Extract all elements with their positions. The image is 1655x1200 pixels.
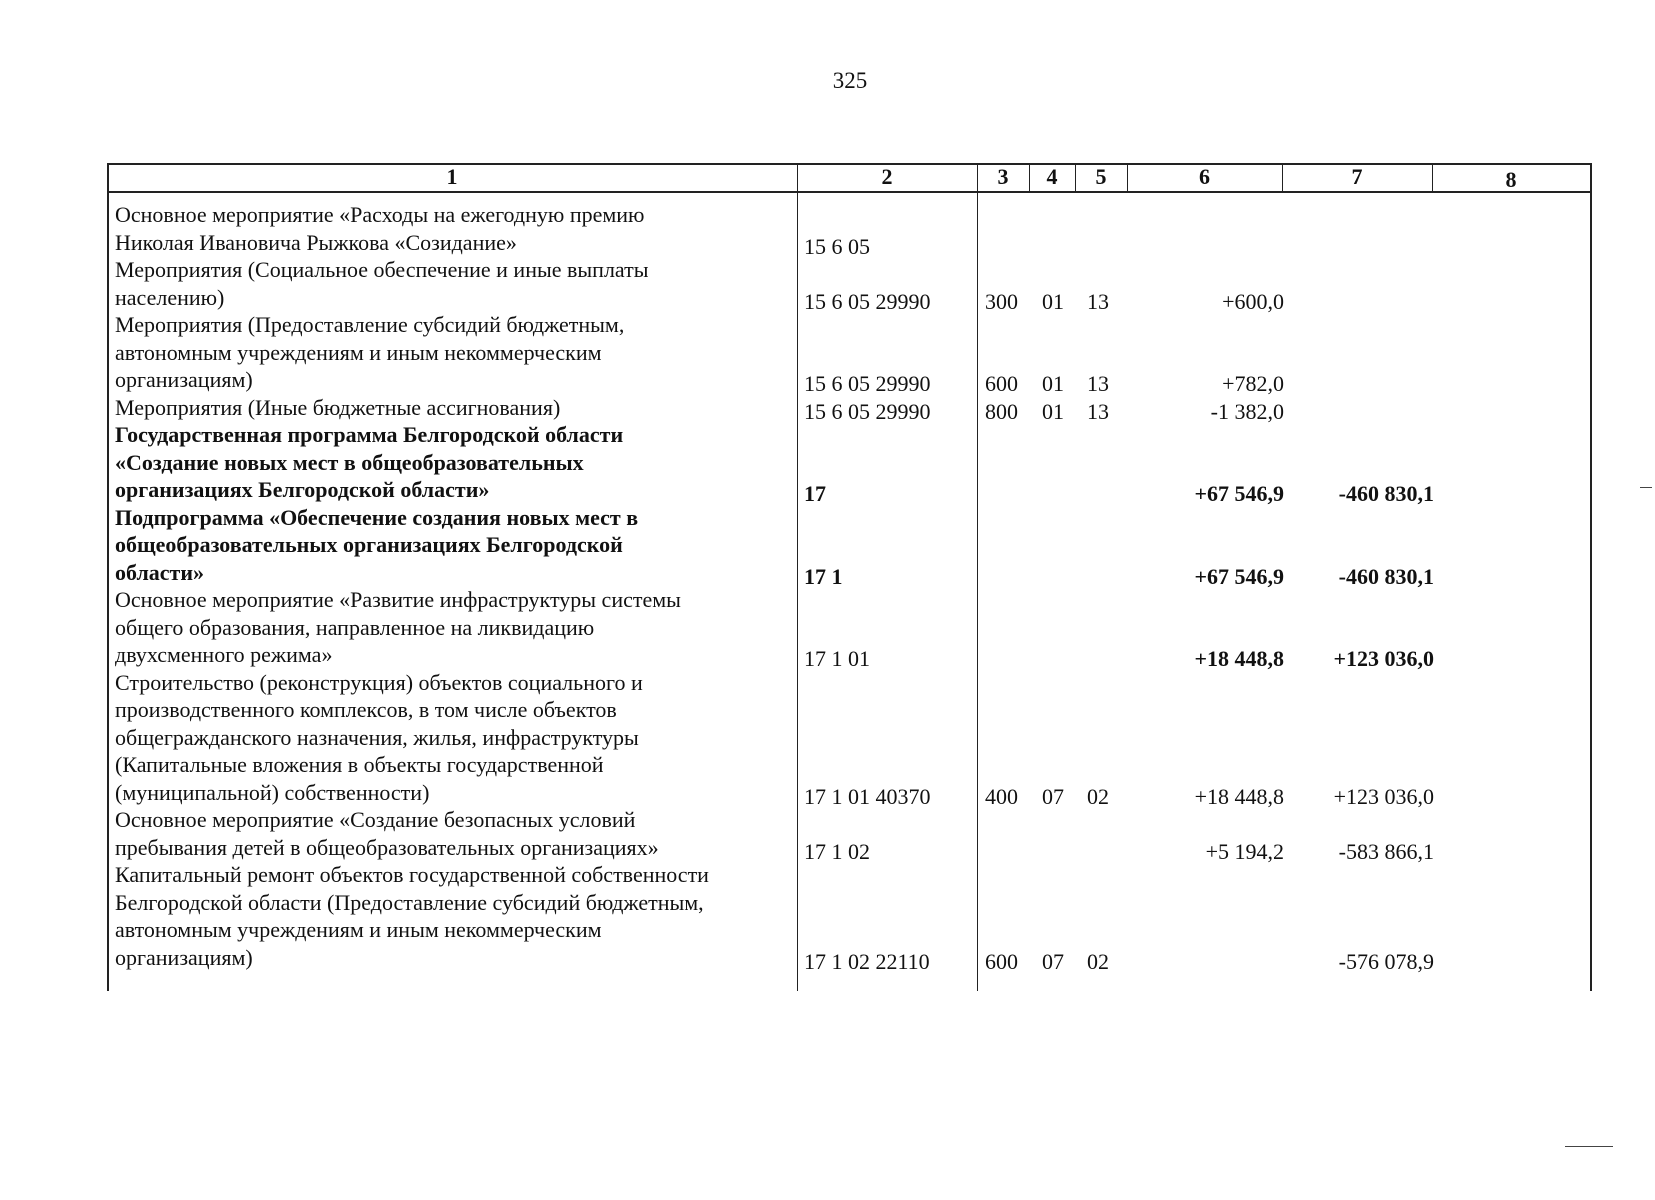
row-description bbox=[115, 806, 775, 861]
description-line: Мероприятия (Социальное обеспечение и иные выплаты bbox=[115, 257, 649, 282]
row-code: 17 1 02 bbox=[804, 838, 870, 864]
table-row bbox=[107, 311, 1592, 394]
table-row bbox=[107, 669, 1592, 807]
row-description bbox=[115, 394, 775, 422]
header-col-8: 8 bbox=[1505, 167, 1517, 192]
row-section-3: 300 bbox=[985, 288, 1018, 314]
description-line: общегражданского назначения, жилья, инфраструктуры bbox=[115, 724, 639, 750]
table-body bbox=[107, 201, 1592, 974]
table-row bbox=[107, 806, 1592, 864]
row-section-5: 13 bbox=[1087, 371, 1109, 396]
row-section-4: 01 bbox=[1042, 371, 1064, 396]
table-row bbox=[107, 256, 1592, 314]
row-amount-7: -460 830,1 bbox=[1338, 481, 1434, 506]
table-row bbox=[107, 504, 1592, 587]
margin-mark bbox=[1565, 1146, 1613, 1147]
row-amount-7: -583 866,1 bbox=[1338, 838, 1434, 864]
description-line: Белгородской области (Предоставление субсидий бюджетным, bbox=[115, 889, 704, 915]
column-divider bbox=[1282, 163, 1283, 193]
description-line: Строительство (реконструкция) объектов социального и bbox=[115, 669, 643, 695]
description-line: Капитальный ремонт объектов государственной собственности bbox=[115, 862, 709, 887]
row-description bbox=[115, 586, 775, 669]
budget-table bbox=[107, 163, 1592, 991]
row-code: 17 1 bbox=[804, 563, 843, 589]
table-row bbox=[107, 421, 1592, 504]
row-code: 15 6 05 29990 bbox=[804, 288, 931, 314]
table-header-row bbox=[107, 163, 1592, 193]
page-number: 325 bbox=[832, 68, 868, 93]
description-line: организациям) bbox=[115, 944, 253, 970]
row-code: 15 6 05 29990 bbox=[804, 371, 931, 396]
row-amount-6: +67 546,9 bbox=[1194, 563, 1284, 589]
column-divider bbox=[1127, 163, 1128, 193]
row-section-5: 13 bbox=[1087, 288, 1109, 314]
description-line: населению) bbox=[115, 284, 225, 310]
row-amount-7: +123 036,0 bbox=[1333, 783, 1434, 809]
description-line: Основное мероприятие «Расходы на ежегодную премию bbox=[115, 202, 645, 227]
row-amount-6: +5 194,2 bbox=[1205, 838, 1284, 864]
row-amount-6: +782,0 bbox=[1222, 371, 1284, 396]
row-amount-6: +18 448,8 bbox=[1194, 646, 1284, 671]
table-row bbox=[107, 586, 1592, 669]
description-line: производственного комплексов, в том числе объектов bbox=[115, 697, 617, 722]
row-amount-6: -1 382,0 bbox=[1210, 398, 1284, 424]
header-col-6: 6 bbox=[1199, 164, 1210, 189]
header-col-3: 3 bbox=[997, 164, 1009, 189]
row-section-4: 01 bbox=[1042, 288, 1064, 314]
row-amount-6: +18 448,8 bbox=[1194, 783, 1284, 809]
row-description bbox=[115, 256, 775, 311]
column-divider bbox=[1029, 163, 1030, 193]
header-col-2: 2 bbox=[881, 164, 893, 189]
description-line: Николая Ивановича Рыжкова «Созидание» bbox=[115, 229, 517, 255]
description-line: Основное мероприятие «Развитие инфраструктуры системы bbox=[115, 587, 681, 612]
row-amount-7: -460 830,1 bbox=[1338, 563, 1434, 589]
description-line: Мероприятия (Иные бюджетные ассигнования) bbox=[115, 394, 561, 420]
table-row bbox=[107, 394, 1592, 422]
row-amount-7: +123 036,0 bbox=[1333, 646, 1434, 671]
row-section-4: 07 bbox=[1042, 948, 1064, 974]
row-description bbox=[115, 201, 775, 256]
description-line: «Создание новых мест в общеобразовательных bbox=[115, 449, 584, 475]
header-col-4: 4 bbox=[1046, 164, 1058, 189]
description-line: автономным учреждениям и иным некоммерческим bbox=[115, 339, 602, 365]
description-line: Основное мероприятие «Создание безопасных условий bbox=[115, 807, 636, 832]
header-col-5: 5 bbox=[1095, 164, 1107, 189]
description-line: пребывания детей в общеобразовательных организациях» bbox=[115, 834, 659, 860]
column-divider bbox=[1075, 163, 1076, 193]
row-code: 15 6 05 29990 bbox=[804, 398, 931, 424]
table-row bbox=[107, 201, 1592, 259]
row-amount-7: -576 078,9 bbox=[1338, 948, 1434, 974]
row-amount-6: +67 546,9 bbox=[1194, 481, 1284, 506]
description-line: (муниципальной) собственности) bbox=[115, 779, 430, 805]
row-code: 17 1 02 22110 bbox=[804, 948, 930, 974]
row-section-3: 600 bbox=[985, 371, 1018, 396]
margin-mark bbox=[1640, 487, 1652, 488]
description-line: организациям) bbox=[115, 367, 253, 392]
row-code: 17 1 01 40370 bbox=[804, 783, 931, 809]
row-description bbox=[115, 421, 775, 504]
table-row bbox=[107, 861, 1592, 974]
row-description bbox=[115, 311, 775, 394]
row-description bbox=[115, 504, 775, 587]
row-section-3: 800 bbox=[985, 398, 1018, 424]
row-code: 17 bbox=[804, 481, 826, 506]
row-section-5: 02 bbox=[1087, 783, 1109, 809]
description-line: (Капитальные вложения в объекты государственной bbox=[115, 752, 604, 777]
header-col-1: 1 bbox=[446, 164, 458, 189]
description-line: автономным учреждениям и иным некоммерческим bbox=[115, 917, 602, 942]
row-section-5: 02 bbox=[1087, 948, 1109, 974]
description-line: двухсменного режима» bbox=[115, 642, 333, 667]
description-line: области» bbox=[115, 559, 205, 585]
description-line: общего образования, направленное на ликвидацию bbox=[115, 614, 595, 640]
row-code: 17 1 01 bbox=[804, 646, 870, 671]
row-section-3: 400 bbox=[985, 783, 1018, 809]
row-description bbox=[115, 669, 775, 807]
description-line: Подпрограмма «Обеспечение создания новых мест в bbox=[115, 504, 639, 530]
description-line: Государственная программа Белгородской области bbox=[115, 422, 624, 447]
header-col-7: 7 bbox=[1351, 164, 1363, 189]
row-section-4: 07 bbox=[1042, 783, 1064, 809]
description-line: Мероприятия (Предоставление субсидий бюджетным, bbox=[115, 312, 625, 337]
column-divider bbox=[1432, 163, 1433, 193]
row-code: 15 6 05 bbox=[804, 233, 870, 259]
row-section-3: 600 bbox=[985, 948, 1018, 974]
description-line: организациях Белгородской области» bbox=[115, 477, 490, 502]
row-section-5: 13 bbox=[1087, 398, 1109, 424]
row-amount-6: +600,0 bbox=[1222, 288, 1284, 314]
row-description bbox=[115, 861, 775, 971]
description-line: общеобразовательных организациях Белгородской bbox=[115, 532, 623, 557]
row-section-4: 01 bbox=[1042, 398, 1064, 424]
